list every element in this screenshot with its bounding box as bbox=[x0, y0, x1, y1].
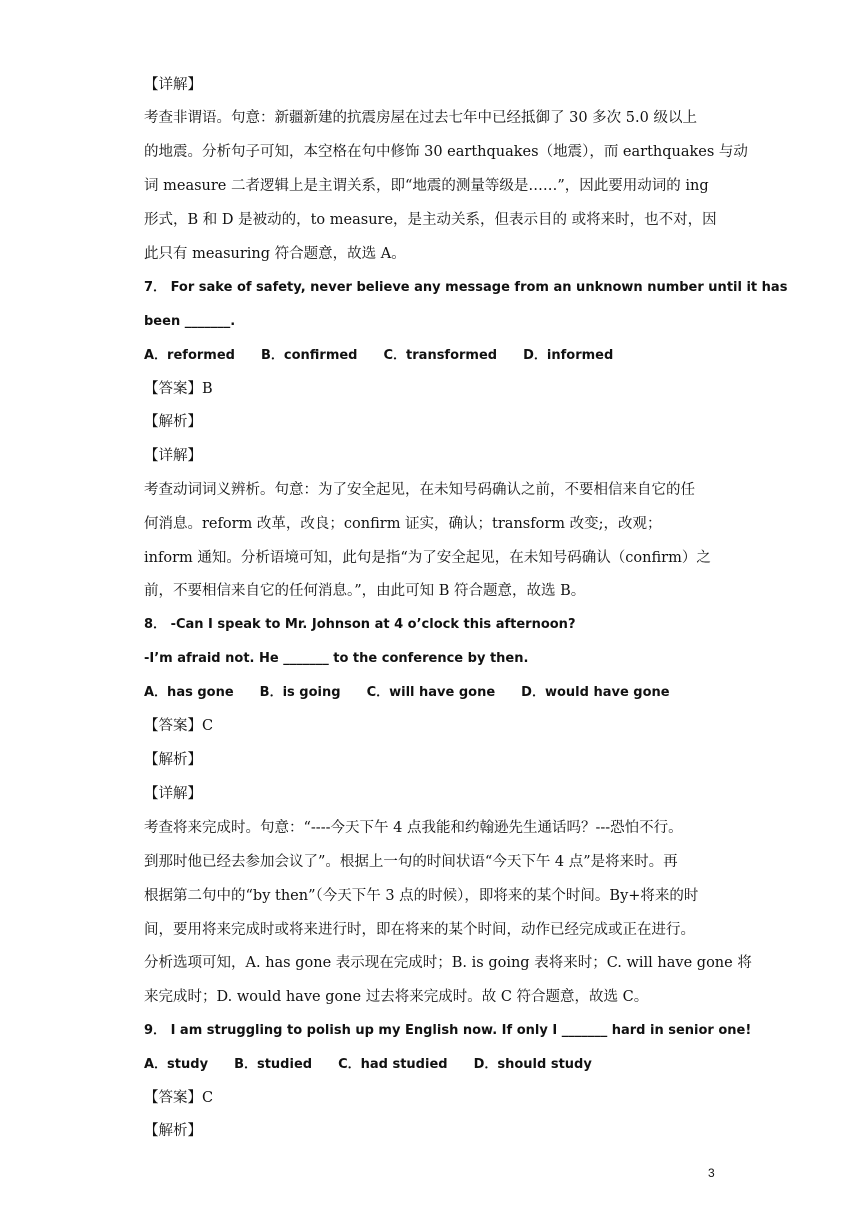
answer-8: 【答案】C bbox=[144, 718, 214, 734]
option-b: B．confirmed bbox=[260, 348, 358, 363]
explanation-line: 前，不要相信来自它的任何消息。”，由此可知 B 符合题意，故选 B。 bbox=[144, 583, 586, 599]
option-d: D．should study bbox=[473, 1057, 592, 1072]
question-8-options bbox=[144, 683, 696, 703]
explanation-line: 考查非谓语。句意：新疆新建的抗震房屋在过去七年中已经抵御了 30 多次 5.0 级以上 bbox=[144, 110, 697, 126]
option-d: D．would have gone bbox=[521, 685, 670, 700]
option-c: C．transformed bbox=[383, 348, 498, 363]
explanation-line: 间，要用将来完成时或将来进行时，即在将来的某个时间，动作已经完成或正在进行。 bbox=[144, 922, 695, 938]
detail-heading: 【详解】 bbox=[144, 77, 202, 93]
explanation-line: 词 measure 二者逻辑上是主谓关系，即“地震的测量等级是……”，因此要用动词的 ing bbox=[144, 178, 709, 194]
answer-7: 【答案】B bbox=[144, 381, 213, 397]
question-8-line-1: 8． -Can I speak to Mr. Johnson at 4 o’clock this afternoon? bbox=[144, 617, 576, 632]
answer-9: 【答案】C bbox=[144, 1090, 214, 1106]
explanation-line: 考查动词词义辨析。句意：为了安全起见，在未知号码确认之前，不要相信来自它的任 bbox=[144, 482, 695, 498]
analysis-heading-9: 【解析】 bbox=[144, 1123, 202, 1139]
option-c: C．had studied bbox=[338, 1057, 448, 1072]
question-7-line-2: been _______. bbox=[144, 314, 236, 329]
explanation-line: 何消息。reform 改革，改良；confirm 证实，确认；transform 改变;，改观； bbox=[144, 516, 662, 532]
option-b: B．studied bbox=[234, 1057, 313, 1072]
question-9-line-1: 9． I am struggling to polish up my English now. If only I _______ hard in senior one! bbox=[144, 1023, 752, 1038]
analysis-heading-7: 【解析】 bbox=[144, 414, 202, 430]
explanation-line: 到那时他已经去参加会议了”。根据上一句的时间状语“今天下午 4 点”是将来时。再 bbox=[144, 854, 678, 870]
explanation-line: 的地震。分析句子可知，本空格在句中修饰 30 earthquakes（地震），而 earthquakes 与动 bbox=[144, 144, 748, 160]
option-a: A．has gone bbox=[144, 685, 234, 700]
explanation-line: 分析选项可知，A. has gone 表示现在完成时；B. is going 表将来时；C. will have gone 将 bbox=[144, 955, 752, 971]
option-d: D．informed bbox=[523, 348, 614, 363]
explanation-line: 考查将来完成时。句意：“----今天下午 4 点我能和约翰逊先生通话吗？---恐怕不行。 bbox=[144, 820, 683, 836]
question-7-line-1: 7． For sake of safety, never believe any message from an unknown number until it has bbox=[144, 280, 788, 295]
explanation-line: inform 通知。分析语境可知，此句是指“为了安全起见，在未知号码确认（confirm）之 bbox=[144, 550, 711, 566]
explanation-line: 形式，B 和 D 是被动的，to measure，是主动关系，但表示目的 或将来时，也不对，因 bbox=[144, 212, 717, 228]
detail-heading-7: 【详解】 bbox=[144, 448, 202, 464]
page-number: 3 bbox=[708, 1166, 715, 1180]
question-9-options bbox=[144, 1055, 618, 1075]
option-c: C．will have gone bbox=[366, 685, 496, 700]
option-b: B．is going bbox=[259, 685, 341, 700]
explanation-line: 来完成时；D. would have gone 过去将来完成时。故 C 符合题意，故选 C。 bbox=[144, 989, 649, 1005]
option-a: A．study bbox=[144, 1057, 209, 1072]
option-a: A．reformed bbox=[144, 348, 235, 363]
question-8-line-2: -I’m afraid not. He _______ to the conference by then. bbox=[144, 651, 529, 666]
question-7-options bbox=[144, 346, 639, 366]
analysis-heading-8: 【解析】 bbox=[144, 752, 202, 768]
explanation-line: 此只有 measuring 符合题意，故选 A。 bbox=[144, 246, 406, 262]
explanation-line: 根据第二句中的“by then”（今天下午 3 点的时候），即将来的某个时间。By+将来的时 bbox=[144, 888, 699, 904]
detail-heading-8: 【详解】 bbox=[144, 786, 202, 802]
